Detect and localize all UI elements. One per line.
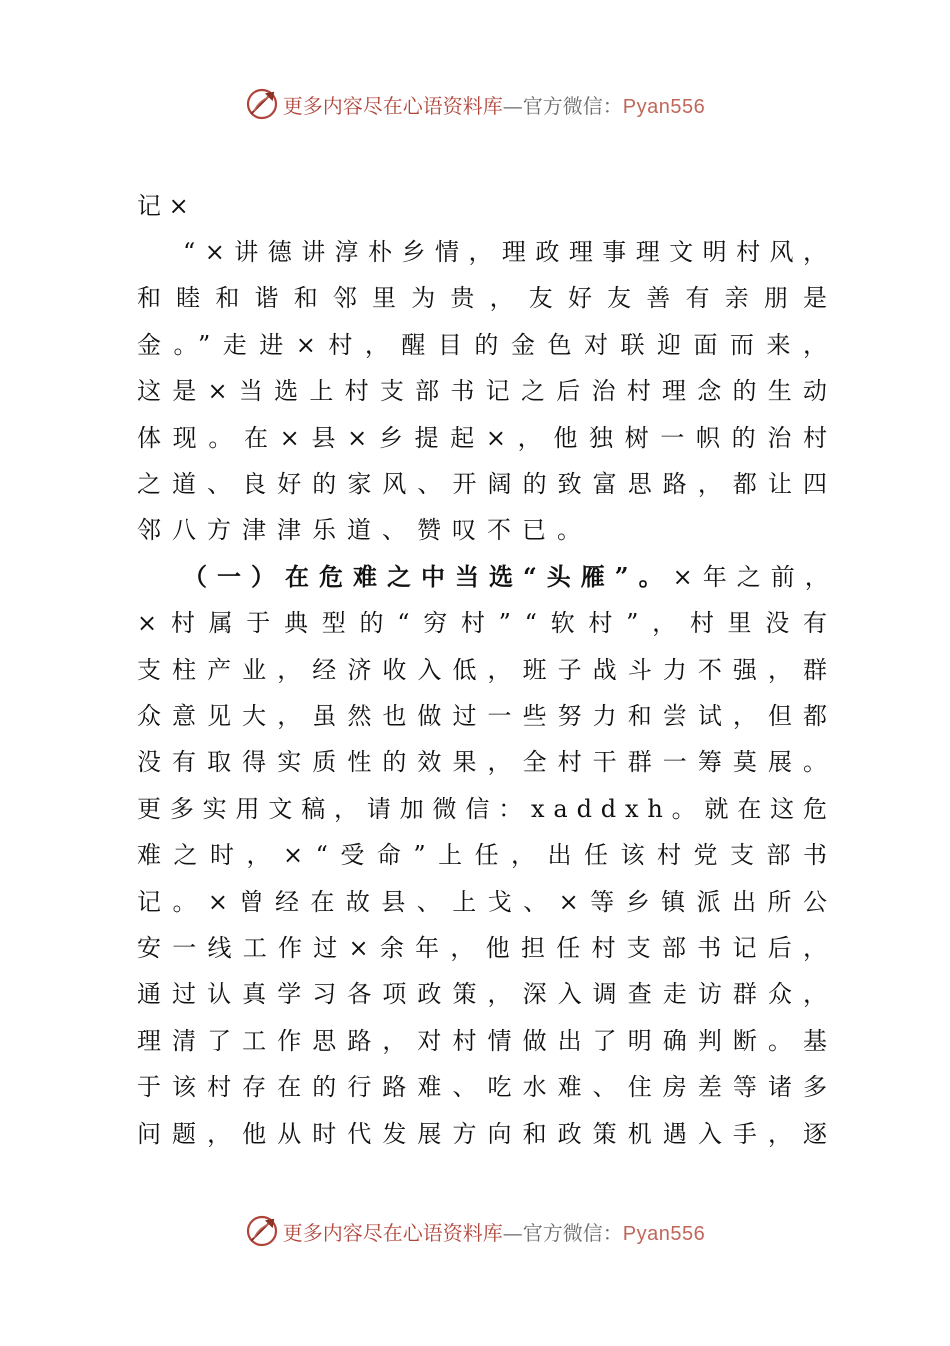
watermark-contact-label: 官方微信： xyxy=(522,1220,623,1245)
header-watermark-banner xyxy=(0,84,950,124)
line-text: 支柱产业，经济收入低，班子战斗力不强，群 xyxy=(137,655,839,684)
watermark-brand: 更多内容尽在心语资料库 xyxy=(282,93,503,118)
section-heading-rest: ×年之前， xyxy=(672,562,839,591)
line-text: 问题，他从时代发展方向和政策机遇入手，逐 xyxy=(137,1119,839,1148)
text-line xyxy=(137,783,836,829)
line-text: “×讲德讲淳朴乡情，理政理事理文明村风， xyxy=(183,238,837,267)
text-line xyxy=(137,1061,839,1107)
line-text: 没有取得实质性的效果，全村干群一筹莫展。 xyxy=(137,748,839,777)
watermark-separator: — xyxy=(502,93,523,118)
text-line xyxy=(137,180,827,226)
text-line xyxy=(137,644,839,690)
line-text: 通过认真学习各项政策，深入调查走访群众， xyxy=(137,980,839,1009)
line-text: 更多实用文稿，请加微信：xaddxh。就在这危 xyxy=(137,794,836,823)
line-text: 邻八方津津乐道、赞叹不已。 xyxy=(137,516,592,545)
line-text: 记 × xyxy=(137,191,189,220)
line-text: 和睦和谐和邻里为贵，友好友善有亲朋是 xyxy=(137,284,843,313)
document-body xyxy=(137,180,843,1154)
text-line xyxy=(137,922,839,968)
line-text: 这是×当选上村支部书记之后治村理念的生动 xyxy=(137,377,839,406)
line-text: 金。”走进×村，醒目的金色对联迎面而来， xyxy=(137,330,840,359)
text-line xyxy=(137,366,839,412)
text-line xyxy=(137,412,839,458)
text-line xyxy=(137,319,840,365)
text-line xyxy=(137,690,839,736)
quill-logo-icon xyxy=(245,87,279,121)
line-text: 众意见大，虽然也做过一些努力和尝试，但都 xyxy=(137,701,839,730)
line-text: 记。×曾经在故县、上戈、×等乡镇派出所公 xyxy=(137,887,839,916)
text-line xyxy=(137,273,843,319)
text-line xyxy=(137,737,839,783)
watermark-wechat-id: Pyan556 xyxy=(622,1222,706,1245)
text-line xyxy=(137,505,827,551)
watermark-contact-label: 官方微信： xyxy=(522,93,623,118)
text-line xyxy=(137,226,837,272)
line-text: 体现。在×县×乡提起×，他独树一帜的治村 xyxy=(137,423,839,452)
watermark-text xyxy=(283,90,705,119)
line-text: 理清了工作思路，对村情做出了明确判断。基 xyxy=(137,1026,839,1055)
section-heading: （一）在危难之中当选“头雁”。 xyxy=(183,561,673,591)
quill-logo-icon xyxy=(245,1214,279,1248)
text-line xyxy=(137,969,839,1015)
line-text: 之道、良好的家风、开阔的致富思路，都让四 xyxy=(137,470,839,499)
watermark-brand: 更多内容尽在心语资料库 xyxy=(282,1220,503,1245)
footer-watermark-banner xyxy=(0,1211,950,1251)
watermark-text xyxy=(283,1217,705,1246)
line-text: 于该村存在的行路难、吃水难、住房差等诸多 xyxy=(137,1073,839,1102)
text-line xyxy=(137,829,840,875)
text-line xyxy=(137,1108,839,1154)
watermark-separator: — xyxy=(502,1220,523,1245)
watermark-wechat-id: Pyan556 xyxy=(622,95,706,118)
text-line xyxy=(137,876,839,922)
text-line xyxy=(137,458,839,504)
text-line xyxy=(137,598,841,644)
line-text: 安一线工作过×余年，他担任村支部书记后， xyxy=(137,933,839,962)
line-text: ×村属于典型的“穷村”“软村”，村里没有 xyxy=(137,609,841,638)
line-text: 难之时，×“受命”上任，出任该村党支部书 xyxy=(137,841,840,870)
text-line xyxy=(137,1015,839,1061)
section-heading-line xyxy=(137,551,839,597)
